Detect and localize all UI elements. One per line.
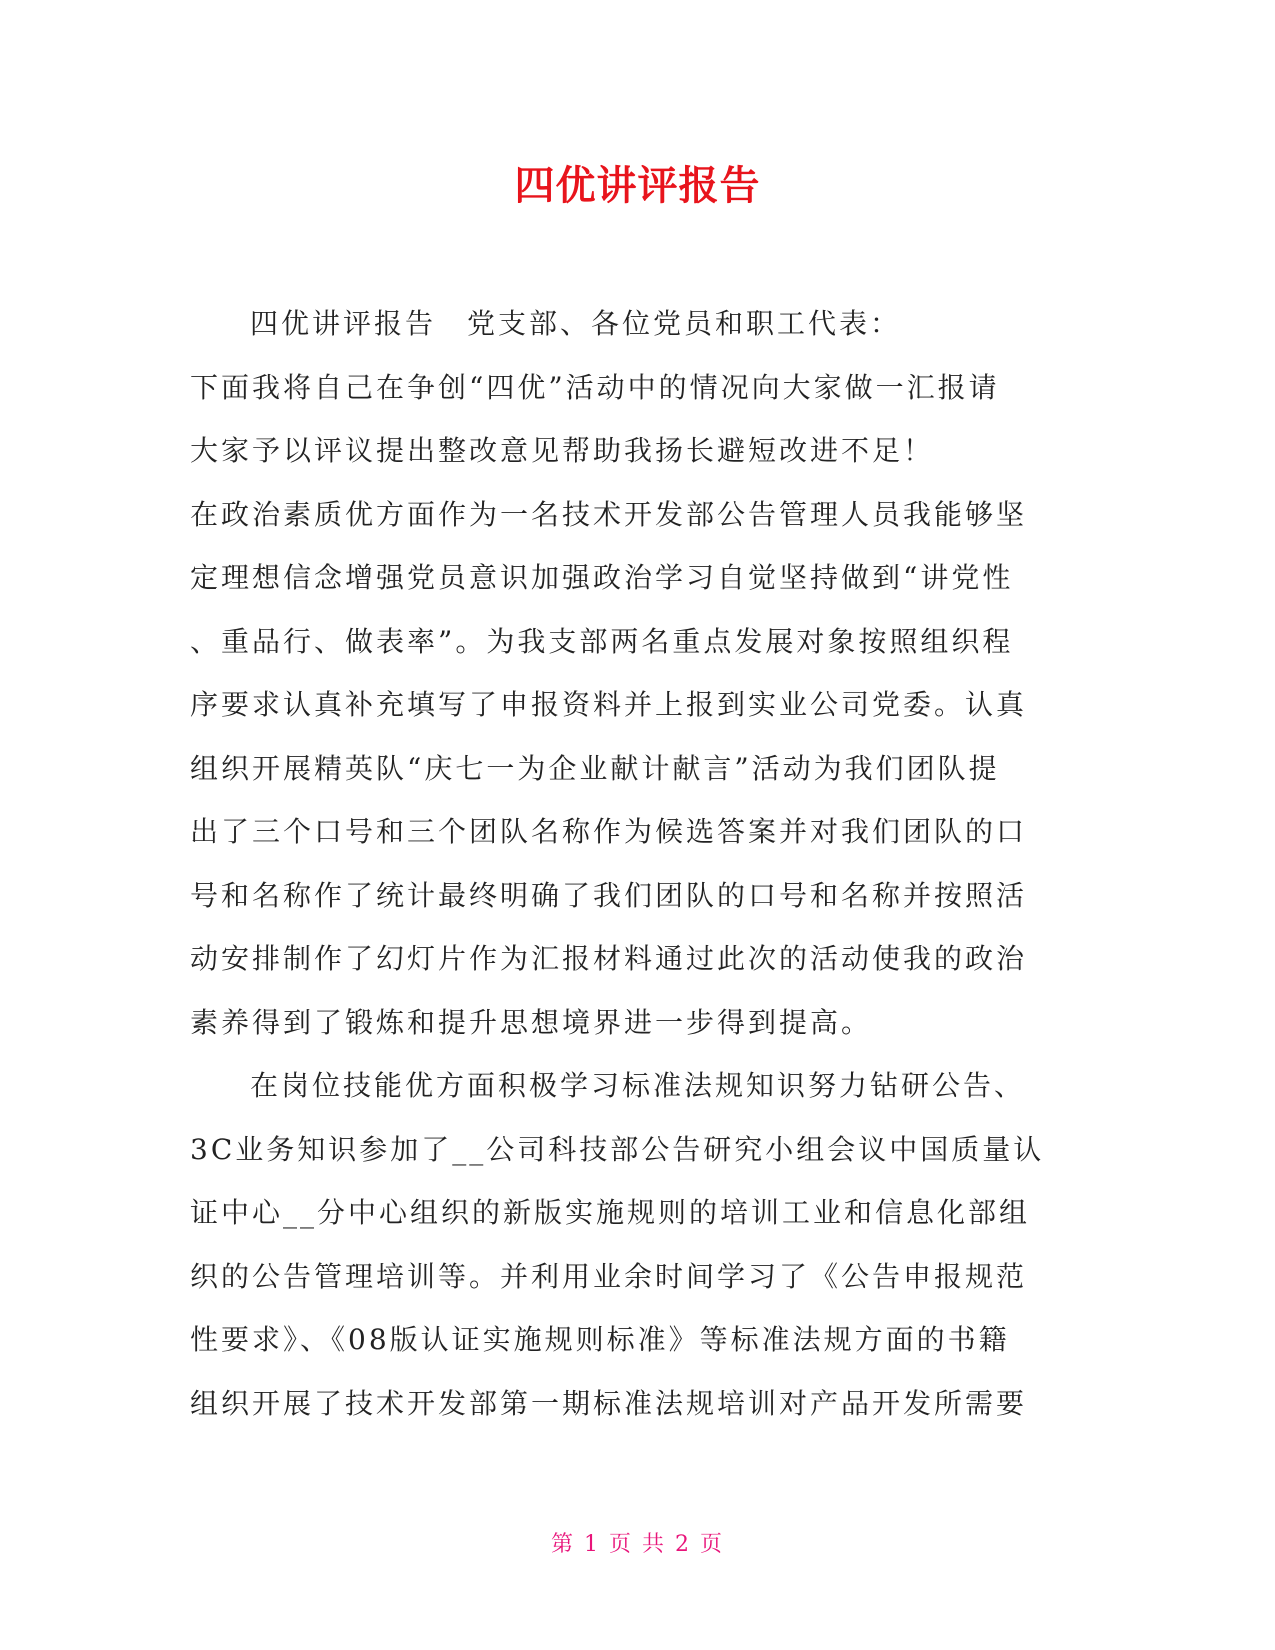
body-line: 3C业务知识参加了__公司科技部公告研究小组会议中国质量认 xyxy=(190,1132,1045,1166)
body-line: 组织开展了技术开发部第一期标准法规培训对产品开发所需要 xyxy=(190,1386,1028,1420)
body-line: 出了三个口号和三个团队名称作为候选答案并对我们团队的口 xyxy=(190,815,1028,848)
body-line: 动安排制作了幻灯片作为汇报材料通过此次的活动使我的政治 xyxy=(190,942,1028,975)
body-line: 在政治素质优方面作为一名技术开发部公告管理人员我能够坚 xyxy=(190,497,1028,531)
body-line: 下面我将自己在争创“四优”活动中的情况向大家做一汇报请 xyxy=(190,370,1000,404)
body-line: 四优讲评报告 党支部、各位党员和职工代表： xyxy=(250,307,902,340)
body-line: 证中心__分中心组织的新版实施规则的培训工业和信息化部组 xyxy=(190,1196,1031,1229)
body-line: 序要求认真补充填写了申报资料并上报到实业公司党委。认真 xyxy=(190,688,1028,721)
document-body xyxy=(190,292,1085,1435)
body-line: 大家予以评议提出整改意见帮助我扬长避短改进不足！ xyxy=(190,434,935,467)
body-line: 素养得到了锻炼和提升思想境界进一步得到提高。 xyxy=(190,1005,873,1039)
body-line: 织的公告管理培训等。并利用业余时间学习了《公告申报规范 xyxy=(190,1259,1028,1293)
body-line: 定理想信念增强党员意识加强政治学习自觉坚持做到“讲党性 xyxy=(190,561,1014,594)
body-line: 号和名称作了统计最终明确了我们团队的口号和名称并按照活 xyxy=(190,878,1028,912)
body-line: 性要求》、《08版认证实施规则标准》等标准法规方面的书籍 xyxy=(190,1323,1010,1356)
body-line: 组织开展精英队“庆七一为企业献计献言”活动为我们团队提 xyxy=(190,751,1000,785)
body-line: 、重品行、做表率”。为我支部两名重点发展对象按照组织程 xyxy=(190,624,1014,658)
document-title: 四优讲评报告 xyxy=(514,163,761,209)
page-number-footer: 第 1 页 共 2 页 xyxy=(551,1532,724,1557)
body-line: 在岗位技能优方面积极学习标准法规知识努力钻研公告、 xyxy=(250,1069,1026,1102)
